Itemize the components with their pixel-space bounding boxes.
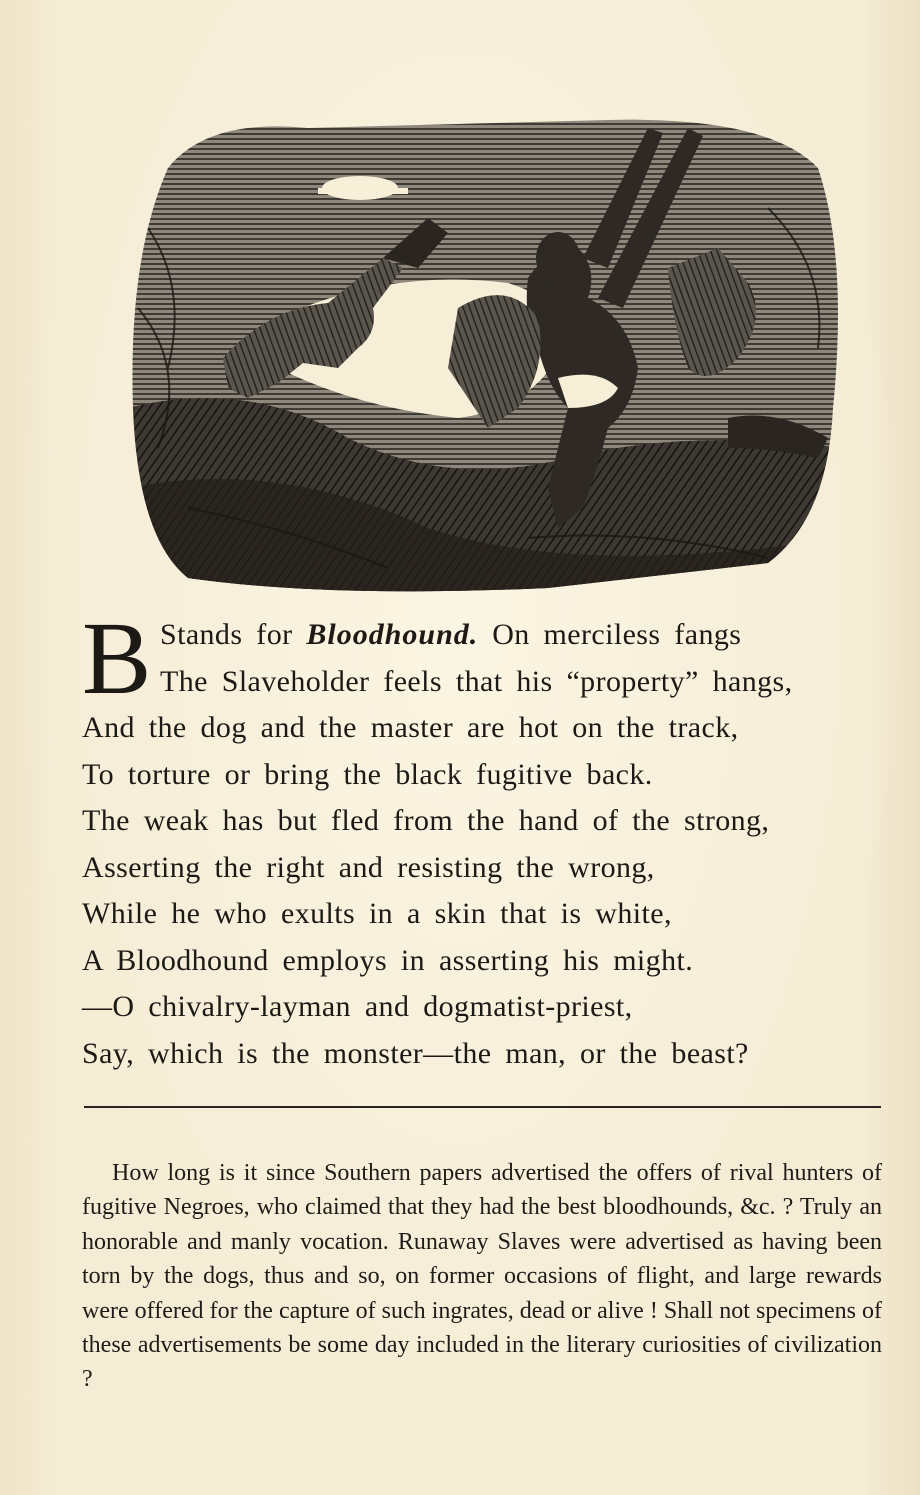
verse-line: And the dog and the master are hot on the track, xyxy=(82,711,739,744)
drop-cap: B xyxy=(82,601,152,716)
verse xyxy=(82,601,882,1077)
verse-line: Say, which is the monster—the man, or the beast? xyxy=(82,1036,749,1070)
verse-line-1: Stands for Bloodhound. On merciless fangs xyxy=(160,618,742,651)
bloodhound-title: Bloodhound. xyxy=(306,618,479,651)
verse-line: —O chivalry-layman and dogmatist-priest, xyxy=(82,990,633,1023)
verse-line-2: The Slaveholder feels that his “property” hangs, xyxy=(160,664,793,698)
verse-line: While he who exults in a skin that is white, xyxy=(82,897,672,930)
horizontal-rule xyxy=(84,1106,881,1108)
footnote: How long is it since Southern papers advertised the offers of rival hunters of fugitive Negroes, who claimed that they had the best bloodhounds, &c. ? Truly an honorable and manly vocation. Runaway Slaves were advertised as having been torn by the dogs, thus and so, on former occasions of flight, and large rewards were offered for the capture of such ingrates, dead or alive ! Shall not specimens of these advertisements be some day included in the literary curiosities of civilization ? xyxy=(82,1160,882,1393)
verse-line: Asserting the right and resisting the wrong, xyxy=(82,850,655,884)
verse-line: A Bloodhound employs in asserting his might. xyxy=(82,943,694,977)
verse-line: The weak has but fled from the hand of the strong, xyxy=(82,804,770,837)
bloodhound-engraving xyxy=(128,108,843,593)
verse-line: To torture or bring the black fugitive back. xyxy=(82,757,653,791)
